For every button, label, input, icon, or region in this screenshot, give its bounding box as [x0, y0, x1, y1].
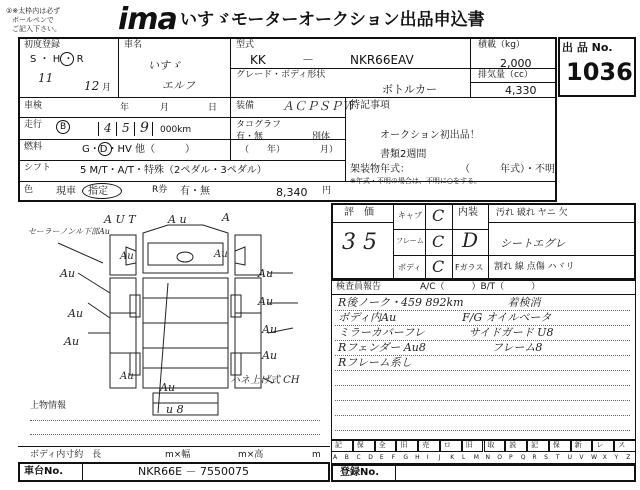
- fuel-d-circle: [98, 142, 112, 156]
- shift-options: 5 M/T・A/T・特殊（2ペダル・3ペダル）: [80, 165, 267, 176]
- mileage-circle-letter: B: [60, 122, 67, 132]
- doc-grid-header: ロ: [443, 441, 451, 449]
- doc-grid-letter: Y: [614, 454, 619, 461]
- mounted-year-options: （ 年式）・不明: [460, 164, 555, 175]
- doc-grid-header: 売: [422, 441, 430, 449]
- diagram-mark-au-10: Au: [160, 381, 176, 394]
- glass-label: Fガラス: [455, 263, 484, 272]
- evaluation-score: 3 5: [342, 230, 377, 255]
- diagram-mark-au-7: Au: [262, 349, 278, 362]
- inspector-label: 検査員報告: [336, 282, 382, 292]
- diagram-mark-au-8: Au: [214, 249, 228, 260]
- shift-label: シフト: [24, 163, 52, 173]
- diagram-mark-au-9: Au: [120, 251, 134, 262]
- doc-grid-letter: I: [426, 454, 429, 461]
- car-maker: いすゞ: [148, 59, 181, 72]
- doc-grid-letter: X: [602, 454, 607, 461]
- doc-grid-header: 記: [531, 441, 539, 449]
- inspection-year-unit: 年: [120, 103, 130, 113]
- diagram-mark-aut: A U T: [104, 213, 136, 226]
- body-size-width: m×幅: [165, 450, 191, 460]
- body-size-label: ボディ内寸約 長: [30, 450, 102, 460]
- ima-logo: ima: [118, 2, 177, 37]
- first-reg-eras: S ・ H ・ R: [30, 54, 84, 65]
- diagram-mark-au-1: Au: [60, 267, 76, 280]
- doc-grid-letter: E: [379, 454, 384, 461]
- note-line-2: ボールペンで: [12, 16, 54, 24]
- doc-grid-letter: M: [473, 454, 479, 461]
- mileage-digit-3: 9: [140, 120, 149, 136]
- tacho-year: （ 年）: [240, 145, 286, 155]
- doc-grid-letter: G: [403, 454, 409, 461]
- doc-grid-letter: L: [462, 454, 466, 461]
- inspection-label: 車検: [24, 101, 43, 111]
- doc-grid-letter: D: [368, 454, 373, 461]
- doc-grid-letter: W: [591, 454, 597, 461]
- doc-grid-letter: V: [579, 454, 584, 461]
- inspection-month-unit: 月: [160, 103, 170, 113]
- body-value: C: [432, 257, 445, 276]
- recycle-unit: 円: [322, 186, 332, 196]
- doc-grid-header: 旧: [400, 441, 408, 449]
- doc-grid-header: 記: [335, 441, 342, 449]
- doc-grid-letter: P: [508, 454, 513, 461]
- doc-grid-header: 保: [356, 441, 364, 449]
- cab-value: C: [432, 206, 445, 225]
- mileage-digit-1: 4: [104, 121, 112, 135]
- displacement-value: 4,330: [505, 84, 537, 97]
- interior-note: シートエグレ: [500, 237, 566, 250]
- mounted-year-label: 架装物年式：: [350, 164, 410, 175]
- body-size-height: m×高: [238, 450, 264, 460]
- grade-value: ボトルカー: [382, 83, 437, 96]
- doc-grid-letter: U: [567, 454, 573, 461]
- registration-label: 登録No.: [340, 467, 380, 478]
- color-designated: 指定: [88, 186, 108, 197]
- diagram-mark-a: A: [222, 211, 230, 224]
- outlet-no-label: 出 品 No.: [562, 41, 613, 54]
- doc-grid-letter: Z: [626, 454, 631, 461]
- first-reg-month: 12: [84, 79, 100, 93]
- doc-grid-letter: K: [450, 454, 455, 461]
- grade-label: グレード・ボディ形状: [236, 70, 326, 80]
- doc-grid-header: レ: [596, 441, 604, 449]
- model-prefix: KK: [250, 53, 266, 67]
- glass-options: 割れ 線 点傷 ハヾリ: [494, 262, 575, 272]
- remarks-line-1: オークション初出品！: [380, 130, 480, 141]
- doc-grid-header: 取: [487, 441, 495, 449]
- recycle-label: R券: [152, 185, 168, 195]
- frame-label: フレーム: [396, 237, 424, 245]
- fuel-options: G・D・HV 他（ ）: [82, 144, 195, 155]
- first-reg-label: 初度登録: [24, 40, 61, 50]
- car-name-label: 車名: [124, 40, 143, 50]
- doc-grid-letter: Q: [520, 454, 526, 461]
- model-code: NKR66EAV: [350, 53, 414, 67]
- color-current: 現車: [56, 186, 76, 197]
- doc-grid-header: 全: [378, 441, 386, 449]
- doc-grid-letter: N: [485, 454, 490, 461]
- mileage-label: 走行: [24, 120, 43, 130]
- interior-label: 内装: [458, 207, 478, 218]
- doc-grid-header: 新: [574, 441, 582, 449]
- load-value: 2,000: [500, 57, 532, 70]
- recycle-options: 有・無: [180, 186, 210, 197]
- chassis-label: 車台No.: [24, 466, 64, 477]
- doc-grid-letter: J: [438, 454, 441, 461]
- body-label: ボディ: [398, 263, 422, 272]
- inspector-line-3: ミラーカバーフレ サイドガード U8: [338, 326, 554, 339]
- tacho-month: 月）: [320, 145, 339, 155]
- inspector-line-2: ボディ内Au F/G オイルベータ: [338, 311, 552, 324]
- remarks-label: 特記事項: [350, 100, 390, 111]
- model-dash: －: [302, 53, 315, 67]
- diagram-note-left: セーラーノンル下部Au: [28, 227, 110, 236]
- evaluation-label: 評 価: [344, 207, 374, 218]
- era-h-circle: [60, 52, 74, 66]
- diagram-mark-au-top: A u: [168, 213, 187, 226]
- mounted-year-note: ※年式・不明の場合は、不明に○をする。: [350, 177, 481, 185]
- tacho-separate: 別体: [312, 132, 331, 142]
- body-info-label: 上物情報: [30, 401, 67, 411]
- doc-grid-letter: O: [497, 454, 502, 461]
- inspector-line-1: R後ノーク・459 892km 着検消: [338, 296, 541, 309]
- inspection-day-unit: 日: [208, 103, 218, 113]
- inspector-line-4: Rフェンダー Au8 フレーム8: [338, 341, 543, 354]
- doc-grid-letter: R: [532, 454, 537, 461]
- designated-circle: [82, 183, 122, 199]
- doc-grid-header: 旧: [465, 441, 473, 449]
- diagram-mark-au-2: Au: [258, 267, 274, 280]
- doc-grid-letter: F: [391, 454, 396, 461]
- diagram-mark-au-4: Au: [68, 307, 84, 320]
- doc-grid-letter: B: [344, 454, 349, 461]
- outlet-no-value: 1036: [566, 58, 633, 86]
- mileage-unit: 000km: [160, 125, 192, 135]
- color-label: 色: [24, 185, 34, 195]
- recycle-amount: 8,340: [276, 186, 308, 199]
- diagram-note-right: ハネ上げ式 CH: [230, 375, 300, 386]
- doc-grid-header: 説: [509, 441, 517, 449]
- frame-value: C: [432, 232, 445, 251]
- doc-grid-letter: T: [555, 454, 560, 461]
- doc-grid-letter: S: [544, 454, 548, 461]
- note-line-3: ご記入下さい。: [12, 25, 61, 33]
- diagram-mark-au-3: Au: [258, 295, 274, 308]
- doc-grid-letter: H: [415, 454, 420, 461]
- doc-grid-header: 保: [552, 441, 560, 449]
- doc-grid-header: ス: [618, 441, 626, 449]
- form-title: いすゞモーターオークション出品申込書: [180, 10, 485, 30]
- diagram-mark-au-5: Au: [262, 323, 278, 336]
- diagram-mark-au-6: Au: [64, 335, 80, 348]
- chassis-value: NKR66E － 7550075: [138, 465, 250, 478]
- doc-grid-letter: C: [356, 454, 361, 461]
- remarks-line-2: 書類2週間: [380, 149, 427, 160]
- cab-label: キャブ: [398, 211, 422, 220]
- tacho-label: タコグラフ: [236, 120, 282, 130]
- fuel-label: 燃料: [24, 142, 43, 152]
- body-size-unit: m: [312, 450, 321, 460]
- doc-grid-letter: A: [333, 454, 338, 461]
- first-reg-month-unit: 月: [102, 83, 112, 93]
- equipment-value: ＡＣＰＳＰＷ: [282, 99, 355, 113]
- tacho-options: 有・無: [236, 132, 264, 142]
- interior-options: 汚れ 破れ ヤニ 欠: [496, 208, 568, 218]
- mileage-digit-2: 5: [122, 121, 130, 135]
- inspector-ac: A/C（ ）B/T（ ）: [420, 282, 541, 292]
- car-model: エルフ: [162, 79, 195, 92]
- note-line-1: ①※太枠内は必ず: [6, 7, 61, 15]
- interior-value: D: [462, 228, 479, 252]
- model-code-label: 型式: [236, 40, 255, 50]
- diagram-mark-u8: u 8: [166, 403, 184, 416]
- load-label: 積載（kg）: [478, 40, 525, 50]
- first-reg-year: 11: [38, 71, 54, 85]
- diagram-mark-au-11: Au: [120, 371, 134, 382]
- equipment-label: 装備: [236, 101, 255, 111]
- displacement-label: 排気量（cc）: [478, 70, 533, 80]
- inspector-line-5: Rフレーム系し: [338, 356, 412, 369]
